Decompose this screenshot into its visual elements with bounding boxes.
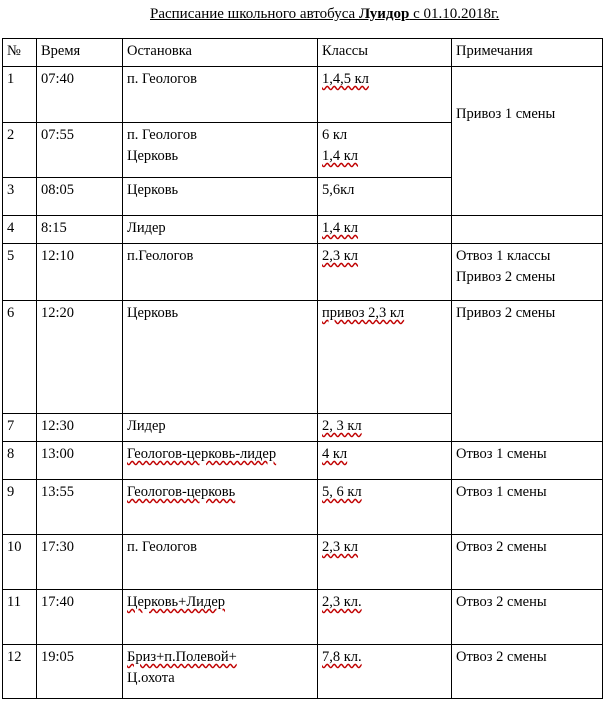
row-time: 13:00: [37, 442, 123, 480]
row-stop: Церковь+Лидер: [123, 590, 318, 645]
row-time: 07:55: [37, 123, 123, 178]
row-stop: Геологов-церковь-лидер: [123, 442, 318, 480]
table-row: [3, 216, 603, 244]
row-notes: Привоз 1 смены: [452, 67, 603, 216]
row-number: 5: [3, 244, 37, 301]
row-classes: 1,4 кл: [318, 216, 452, 244]
row-time: 8:15: [37, 216, 123, 244]
table-row: [3, 645, 603, 699]
row-notes: Отвоз 1 классы Привоз 2 смены: [452, 244, 603, 301]
row-classes: 1,4,5 кл: [318, 67, 452, 123]
row-classes: 2,3 кл: [318, 244, 452, 301]
row-time: 17:40: [37, 590, 123, 645]
table-row: [3, 67, 603, 123]
row-classes: привоз 2,3 кл: [318, 301, 452, 414]
row-number: 6: [3, 301, 37, 414]
row-notes: Отвоз 2 смены: [452, 535, 603, 590]
row-time: 13:55: [37, 480, 123, 535]
row-stop: Бриз+п.Полевой+ Ц.охота: [123, 645, 318, 699]
row-number: 3: [3, 178, 37, 216]
header-time: Время: [37, 39, 123, 67]
row-number: 7: [3, 414, 37, 442]
row-time: 19:05: [37, 645, 123, 699]
row-notes: Отвоз 2 смены: [452, 645, 603, 699]
header-row: [3, 39, 603, 67]
title-prefix: Расписание школьного автобуса: [150, 6, 359, 22]
row-stop: Лидер: [123, 216, 318, 244]
row-notes: Отвоз 1 смены: [452, 442, 603, 480]
table-row: [3, 442, 603, 480]
row-stop: Геологов-церковь: [123, 480, 318, 535]
header-notes: Примечания: [452, 39, 603, 67]
row-time: 12:20: [37, 301, 123, 414]
header-number: №: [3, 39, 37, 67]
row-classes: 2,3 кл.: [318, 590, 452, 645]
row-time: 08:05: [37, 178, 123, 216]
row-number: 8: [3, 442, 37, 480]
row-time: 17:30: [37, 535, 123, 590]
row-stop: Лидер: [123, 414, 318, 442]
table-row: [3, 590, 603, 645]
table-row: [3, 535, 603, 590]
row-notes: Отвоз 2 смены: [452, 590, 603, 645]
row-stop: п. Геологов Церковь: [123, 123, 318, 178]
document-title: [150, 4, 499, 24]
schedule-table: [2, 38, 603, 699]
row-number: 11: [3, 590, 37, 645]
row-number: 9: [3, 480, 37, 535]
row-time: 07:40: [37, 67, 123, 123]
row-stop: п. Геологов: [123, 535, 318, 590]
table-row: [3, 301, 603, 414]
row-classes: 6 кл 1,4 кл: [318, 123, 452, 178]
row-notes: Привоз 2 смены: [452, 301, 603, 442]
row-number: 10: [3, 535, 37, 590]
row-number: 1: [3, 67, 37, 123]
title-brand: Луидор: [358, 6, 410, 22]
header-classes: Классы: [318, 39, 452, 67]
row-stop: п.Геологов: [123, 244, 318, 301]
row-number: 12: [3, 645, 37, 699]
row-classes: 5,6кл: [318, 178, 452, 216]
row-notes: [452, 216, 603, 244]
row-number: 4: [3, 216, 37, 244]
row-number: 2: [3, 123, 37, 178]
row-time: 12:30: [37, 414, 123, 442]
row-classes: 4 кл: [318, 442, 452, 480]
table-row: [3, 480, 603, 535]
row-notes: Отвоз 1 смены: [452, 480, 603, 535]
table-row: [3, 244, 603, 301]
row-stop: Церковь: [123, 301, 318, 414]
title-suffix: с 01.10.2018г.: [409, 6, 500, 22]
row-stop: п. Геологов: [123, 67, 318, 123]
row-classes: 2,3 кл: [318, 535, 452, 590]
row-classes: 5, 6 кл: [318, 480, 452, 535]
row-stop: Церковь: [123, 178, 318, 216]
row-classes: 7,8 кл.: [318, 645, 452, 699]
row-time: 12:10: [37, 244, 123, 301]
row-classes: 2, 3 кл: [318, 414, 452, 442]
header-stop: Остановка: [123, 39, 318, 67]
